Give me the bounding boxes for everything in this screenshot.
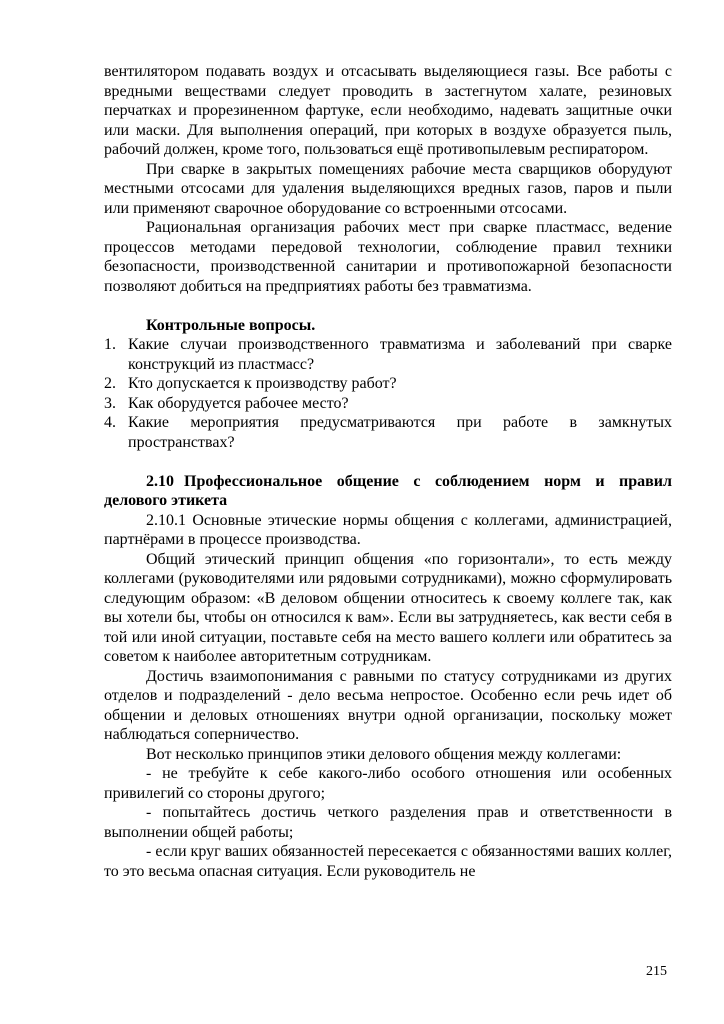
paragraph: При сварке в закрытых помещениях рабочие места сварщиков оборудуют местными отсосами для удаления выделяющихся вредных газов, паров и пыли или применяют сварочное оборудование со встроенными отсосами. [104,160,672,217]
spacer [104,296,672,316]
list-text: Как оборудуется рабочее место? [128,394,349,412]
paragraph: - попытайтесь достичь четкого разделения прав и ответственности в выполнении общей работы; [104,804,672,841]
section-title-text: Профессиональное общение с соблюдением норм и правил делового этикета [104,472,672,509]
paragraph: - если круг ваших обязанностей пересекается с обязанностями ваших коллег, то это весьма опасная ситуация. Если руководитель не [104,843,672,880]
list-item [104,394,672,414]
list-text: Кто допускается к производству работ? [128,375,397,392]
document-page [104,62,672,881]
paragraph: 2.10.1 Основные этические нормы общения с коллегами, администрацией, партнёрами в процессе производства. [104,511,672,548]
list-number: 2. [104,375,116,392]
paragraph: Рациональная организация рабочих мест при сварке пластмасс, ведение процессов методами передовой технологии, соблюдение правил техники безопасности, производственной санитарии и противопожарной безопасности позволяют добиться на предприятиях работы без травматизма. [104,219,672,295]
paragraph: Общий этический принцип общения «по горизонтали», то есть между коллегами (руководителями или рядовыми сотрудниками), можно сформулировать следующим образом: «В деловом общении относитесь к своему коллеге так, как вы хотели бы, чтобы он относился к вам». Если вы затрудняетесь, как вести себя в той или иной ситуации, поставьте себя на место вашего коллеги или обратитесь за советом к наиболее авторитетным сотрудникам. [104,550,672,665]
section-number: 2.10 [146,472,174,490]
list-number: 1. [104,336,116,353]
list-item [104,374,672,394]
paragraph: вентилятором подавать воздух и отсасывать выделяющиеся газы. Все работы с вредными веществами следует проводить в застегнутом халате, резиновых перчатках и прорезиненном фартуке, если необходимо, надевать защитные очки или маски. Для выполнения операций, при которых в воздухе образуется пыль, рабочий должен, кроме того, пользоваться ещё противопылевым респиратором. [104,63,672,158]
paragraph: - не требуйте к себе какого-либо особого отношения или особенных привилегий со стороны другого; [104,765,672,802]
list-text: Какие случаи производственного травматизма и заболеваний при сварке конструкций из пластмасс? [128,336,672,373]
questions-heading: Контрольные вопросы. [146,316,316,334]
spacer [104,452,672,472]
list-number: 3. [104,394,116,412]
list-number: 4. [104,414,116,431]
page-number: 215 [646,964,667,979]
list-item [104,413,672,452]
section-title [104,472,672,511]
questions-list [104,335,672,452]
paragraph: Вот несколько принципов этики делового общения между коллегами: [146,745,622,763]
list-text: Какие мероприятия предусматриваются при работе в замкнутых пространствах? [128,414,672,451]
list-item [104,335,672,374]
paragraph: Достичь взаимопонимания с равными по статусу сотрудниками из других отделов и подразделений - дело весьма непростое. Особенно если речь идет об общении и деловых отношениях внутри одной организации, поскольку может наблюдаться соперничество. [104,667,672,743]
